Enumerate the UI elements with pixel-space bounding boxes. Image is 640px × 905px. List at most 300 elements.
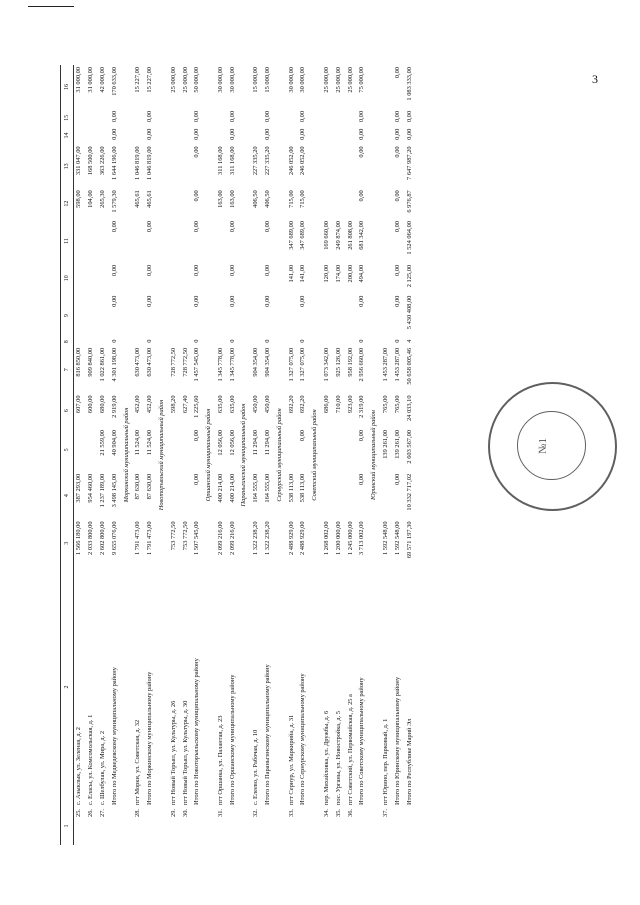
table-cell: 765,00 bbox=[382, 395, 390, 414]
table-cell: 25 000,00 bbox=[169, 67, 177, 93]
table-cell bbox=[97, 263, 109, 294]
table-cell: 0,00 bbox=[358, 430, 366, 442]
table-cell bbox=[168, 472, 180, 520]
table-cell: 31. bbox=[216, 809, 224, 817]
table-cell bbox=[345, 109, 357, 127]
table-cell bbox=[345, 294, 357, 338]
table-cell: 2 125,00 bbox=[405, 264, 413, 288]
table-cell: 2 488 929,00 bbox=[299, 521, 307, 555]
table-cell: 627,40 bbox=[181, 395, 189, 414]
column-header: 6 bbox=[61, 393, 74, 428]
table-cell: 50 658 005,46 bbox=[405, 347, 413, 385]
table-cell bbox=[168, 144, 180, 188]
table-cell: 0,00 bbox=[299, 295, 307, 307]
address-cell: пгт Юрино, пер. Парковый, д. 1 bbox=[382, 718, 390, 805]
table-row bbox=[251, 65, 263, 845]
table-row bbox=[73, 65, 85, 845]
table-cell bbox=[180, 338, 192, 346]
table-cell bbox=[345, 338, 357, 346]
table-cell: 904 354,00 bbox=[264, 347, 272, 377]
table-cell: 2 919,00 bbox=[110, 395, 118, 418]
table-cell: 0,00 bbox=[193, 190, 201, 202]
table-cell: 0,00 bbox=[228, 221, 236, 233]
table-cell bbox=[251, 263, 263, 294]
table-cell: 406,50 bbox=[252, 190, 260, 208]
table-cell bbox=[381, 127, 393, 145]
table-cell: 15 227,00 bbox=[134, 67, 142, 93]
table-cell: 15 227,00 bbox=[146, 67, 154, 93]
table-row bbox=[286, 65, 298, 845]
table-cell: 710,00 bbox=[334, 395, 342, 414]
table-cell bbox=[286, 294, 298, 338]
table-cell bbox=[345, 144, 357, 188]
table-cell: 598,20 bbox=[169, 395, 177, 414]
table-cell: 34. bbox=[323, 809, 331, 817]
table-cell: 0,00 bbox=[193, 128, 201, 140]
budget-table bbox=[60, 65, 416, 845]
table-cell: 1 083 333,00 bbox=[405, 67, 413, 101]
table-cell: 30 000,00 bbox=[216, 67, 224, 93]
address-cell: Итого по Новоторъяльскому муниципальному району bbox=[193, 658, 201, 805]
table-cell: 50 000,00 bbox=[193, 67, 201, 93]
table-cell bbox=[86, 263, 98, 294]
address-cell: Итого по Юринскому муниципальному району bbox=[393, 676, 401, 805]
table-cell: 141,00 bbox=[299, 264, 307, 283]
table-cell: 6 976,87 bbox=[405, 190, 413, 213]
table-cell bbox=[168, 263, 180, 294]
table-cell bbox=[180, 472, 192, 520]
table-cell: 21 559,00 bbox=[98, 430, 106, 456]
table-cell: 715,00 bbox=[287, 190, 295, 208]
table-cell bbox=[215, 263, 227, 294]
address-cell: с. Шелбулак, ул. Мира, д. 2 bbox=[98, 730, 106, 805]
table-cell: 30. bbox=[181, 809, 189, 817]
table-cell: 0 bbox=[146, 339, 154, 343]
table-cell: 15 000,00 bbox=[252, 67, 260, 93]
table-cell bbox=[180, 144, 192, 188]
table-cell bbox=[168, 294, 180, 338]
table-cell: 1 592 548,00 bbox=[382, 521, 390, 555]
table-cell bbox=[180, 188, 192, 219]
table-cell: 1 791 473,00 bbox=[134, 521, 142, 555]
table-cell: 163,00 bbox=[228, 190, 236, 208]
table-cell: 24 033,10 bbox=[405, 395, 413, 422]
table-cell bbox=[215, 219, 227, 263]
table-cell: 33. bbox=[287, 809, 295, 817]
table-cell: 28. bbox=[134, 809, 142, 817]
table-cell: 2 099 216,00 bbox=[228, 521, 236, 555]
table-cell: 630 473,00 bbox=[134, 347, 142, 377]
table-cell bbox=[133, 109, 145, 127]
table-cell: 1 022 861,00 bbox=[98, 347, 106, 382]
table-cell bbox=[97, 127, 109, 145]
table-cell bbox=[381, 188, 393, 219]
table-cell: 686,00 bbox=[323, 395, 331, 414]
address-cell: Итого по Республике Марий Эл bbox=[405, 718, 413, 805]
table-cell bbox=[345, 428, 357, 472]
table-cell: 25 000,00 bbox=[323, 67, 331, 93]
table-cell: 1 046 819,00 bbox=[146, 146, 154, 180]
table-cell bbox=[381, 263, 393, 294]
table-cell bbox=[333, 428, 345, 472]
table-cell: 11 294,00 bbox=[252, 430, 260, 456]
table-cell: 958 192,00 bbox=[346, 347, 354, 377]
district-section-row bbox=[274, 65, 286, 845]
table-cell: 904 354,00 bbox=[252, 347, 260, 377]
table-cell: 909 840,00 bbox=[87, 347, 95, 377]
table-cell: 1 592 548,00 bbox=[393, 521, 401, 555]
table-cell: 87 630,00 bbox=[146, 473, 154, 500]
table-row bbox=[381, 65, 393, 845]
table-cell bbox=[215, 127, 227, 145]
table-cell: 170 633,00 bbox=[110, 67, 118, 96]
table-cell: 0,00 bbox=[358, 110, 366, 123]
table-cell bbox=[97, 294, 109, 338]
table-cell: 331 047,00 bbox=[75, 146, 83, 176]
table-cell: 680,00 bbox=[98, 395, 106, 414]
table-cell: 1 507 545,00 bbox=[193, 521, 201, 555]
table-cell: 0 bbox=[110, 339, 118, 343]
address-cell: пгт Сернур, ул. Маркирийа, д. 31 bbox=[287, 714, 295, 805]
table-cell: 450,00 bbox=[252, 395, 260, 414]
table-cell bbox=[392, 807, 404, 845]
table-cell bbox=[168, 428, 180, 472]
address-cell: Итого по Сернурскому муниципальному району bbox=[299, 673, 307, 805]
table-cell: 0,00 bbox=[393, 146, 401, 158]
table-cell: 2 319,00 bbox=[358, 395, 366, 418]
table-cell: 3 498 145,00 bbox=[110, 473, 118, 508]
table-row bbox=[227, 65, 239, 845]
table-cell: 692,20 bbox=[299, 395, 307, 414]
table-cell: 0,00 bbox=[193, 295, 201, 307]
table-cell: 120,00 bbox=[323, 264, 331, 283]
table-cell: 681 342,00 bbox=[358, 221, 366, 250]
table-cell: 311 168,00 bbox=[216, 146, 224, 175]
table-cell: 816 850,00 bbox=[75, 347, 83, 377]
table-cell: 87 630,00 bbox=[134, 473, 142, 500]
table-cell bbox=[322, 294, 334, 338]
table-cell: 1 322 238,20 bbox=[252, 521, 260, 555]
table-cell bbox=[322, 428, 334, 472]
table-cell: 400 214,00 bbox=[216, 473, 224, 503]
table-cell: 0,00 bbox=[393, 264, 401, 277]
table-cell: 1 046 819,00 bbox=[134, 146, 142, 180]
table-cell bbox=[180, 428, 192, 472]
table-cell bbox=[145, 807, 157, 845]
column-header: 11 bbox=[61, 219, 74, 263]
table-cell: 465,61 bbox=[134, 190, 142, 208]
column-header: 4 bbox=[61, 472, 74, 520]
table-cell: 1 327 075,00 bbox=[299, 347, 307, 382]
address-cell: пер. Михайловка, ул. Дружбы, д. 6 bbox=[323, 710, 331, 805]
table-cell: 26. bbox=[87, 809, 95, 817]
address-cell: с. Еласы, ул. Комсомольская, д. 1 bbox=[87, 714, 95, 805]
district-section-row bbox=[204, 65, 216, 845]
table-cell: 11 294,00 bbox=[264, 430, 272, 456]
table-cell: 0,00 bbox=[110, 128, 118, 140]
table-cell bbox=[73, 338, 85, 346]
district-section-row bbox=[121, 65, 133, 845]
table-cell: 0,00 bbox=[228, 295, 236, 307]
table-cell bbox=[322, 338, 334, 346]
table-cell: 0,00 bbox=[110, 110, 118, 123]
table-cell bbox=[73, 294, 85, 338]
district-section-row bbox=[156, 65, 168, 845]
table-cell: 728 772,50 bbox=[169, 347, 177, 377]
table-cell: 600,00 bbox=[87, 395, 95, 414]
column-header: 16 bbox=[61, 65, 74, 109]
table-cell: 0,00 bbox=[228, 110, 236, 123]
table-cell bbox=[168, 338, 180, 346]
table-cell: 538 113,00 bbox=[299, 473, 307, 503]
table-cell bbox=[345, 188, 357, 219]
district-section-title: Советский муниципальный район bbox=[311, 409, 319, 501]
table-cell: 0,00 bbox=[193, 110, 201, 123]
address-cell: с. Елеево, ул. Рабочая, д. 10 bbox=[252, 729, 260, 805]
table-row bbox=[192, 65, 204, 845]
table-cell: 0,00 bbox=[264, 128, 272, 140]
table-cell bbox=[180, 109, 192, 127]
table-cell: 1 200 000,00 bbox=[334, 521, 342, 555]
table-cell: 1 225,60 bbox=[193, 395, 201, 418]
table-cell: 1 073 342,00 bbox=[323, 347, 331, 382]
table-cell: 27. bbox=[98, 809, 106, 817]
table-cell: 0,00 bbox=[358, 473, 366, 486]
table-cell bbox=[381, 294, 393, 338]
table-cell: 0,00 bbox=[264, 221, 272, 233]
table-cell: 1 345 778,00 bbox=[228, 347, 236, 382]
table-cell bbox=[73, 219, 85, 263]
address-cell: пос. Урганы, ул. Новостройка, д. 5 bbox=[334, 711, 342, 805]
table-cell: 0 bbox=[228, 339, 236, 343]
table-cell: 246 052,00 bbox=[287, 146, 295, 176]
table-cell bbox=[322, 472, 334, 520]
column-header: 10 bbox=[61, 263, 74, 294]
table-cell bbox=[133, 219, 145, 263]
table-cell: 2 488 929,00 bbox=[287, 521, 295, 555]
table-cell: 2 033 800,00 bbox=[87, 521, 95, 555]
table-cell: 0,00 bbox=[110, 264, 118, 277]
table-cell bbox=[333, 472, 345, 520]
table-cell: 692,20 bbox=[287, 395, 295, 414]
table-cell: 265,30 bbox=[98, 190, 106, 208]
table-row bbox=[97, 65, 109, 845]
table-cell: 0,00 bbox=[299, 110, 307, 123]
table-cell: 246 052,00 bbox=[299, 146, 307, 176]
table-cell bbox=[298, 807, 310, 845]
address-cell: пгт Новый Торъял, ул. Культуры, д. 26 bbox=[169, 700, 177, 805]
table-cell bbox=[381, 65, 393, 109]
column-header: 1 bbox=[61, 807, 74, 845]
table-cell bbox=[86, 294, 98, 338]
address-cell: с. Аэыклык, ул. Зеленая, д. 2 bbox=[75, 727, 83, 805]
table-cell: 607,00 bbox=[75, 395, 83, 414]
table-cell: 2 956 660,00 bbox=[358, 347, 366, 382]
table-cell bbox=[97, 338, 109, 346]
table-row bbox=[168, 65, 180, 845]
table-cell: 11 524,00 bbox=[134, 430, 142, 456]
table-row bbox=[404, 65, 416, 845]
table-cell: 40 904,00 bbox=[110, 430, 118, 456]
table-cell bbox=[333, 127, 345, 145]
table-cell: 164 555,00 bbox=[252, 473, 260, 503]
address-cell: Итого по Параньгинскому муниципальному району bbox=[264, 664, 272, 805]
table-cell bbox=[86, 127, 98, 145]
table-cell: 0,00 bbox=[146, 264, 154, 277]
address-cell: пгт Новый Торъял, ул. Культуры, д. 30 bbox=[181, 700, 189, 805]
column-header: 13 bbox=[61, 144, 74, 188]
table-cell: 0,00 bbox=[393, 67, 401, 79]
column-header: 9 bbox=[61, 294, 74, 338]
table-cell: 1 322 238,20 bbox=[264, 521, 272, 555]
table-cell: 0,00 bbox=[393, 190, 401, 202]
table-cell: 347 689,00 bbox=[287, 221, 295, 250]
table-body bbox=[61, 65, 416, 845]
table-cell: 923,00 bbox=[346, 395, 354, 414]
table-row bbox=[133, 65, 145, 845]
table-cell bbox=[345, 472, 357, 520]
table-cell bbox=[168, 219, 180, 263]
table-cell: 0,00 bbox=[358, 146, 366, 158]
table-cell: 174,00 bbox=[334, 264, 342, 283]
table-cell: 0,00 bbox=[146, 128, 154, 140]
table-cell bbox=[192, 807, 204, 845]
table-row bbox=[145, 65, 157, 845]
official-seal-stamp bbox=[488, 382, 617, 511]
table-cell: 0 bbox=[393, 339, 401, 343]
table-cell bbox=[97, 109, 109, 127]
table-cell: 0,00 bbox=[393, 295, 401, 307]
table-cell: 0,00 bbox=[146, 221, 154, 233]
table-row bbox=[392, 65, 404, 845]
table-cell bbox=[73, 263, 85, 294]
table-cell: 25 000,00 bbox=[334, 67, 342, 93]
district-section-title: Параньгинский муниципальный район bbox=[240, 403, 248, 507]
district-section-title: Сернурский муниципальный район bbox=[275, 408, 283, 502]
table-header-row bbox=[61, 65, 74, 845]
table-cell: 0,00 bbox=[393, 110, 401, 123]
table-cell: 400 214,00 bbox=[228, 473, 236, 503]
table-cell: 1 457 545,00 bbox=[193, 347, 201, 382]
table-cell: 465,61 bbox=[146, 190, 154, 208]
table-cell bbox=[322, 109, 334, 127]
table-cell bbox=[73, 428, 85, 472]
table-cell: 0,00 bbox=[358, 295, 366, 307]
address-cell: Итого по Моркинскому муниципальному району bbox=[146, 671, 154, 805]
table-cell: 164 555,00 bbox=[264, 473, 272, 503]
table-cell: 1 566 180,00 bbox=[75, 521, 83, 555]
table-cell bbox=[251, 127, 263, 145]
table-cell: 169 660,00 bbox=[323, 221, 331, 250]
table-row bbox=[333, 65, 345, 845]
table-cell bbox=[227, 807, 239, 845]
table-cell bbox=[345, 127, 357, 145]
table-cell bbox=[86, 338, 98, 346]
table-cell bbox=[180, 127, 192, 145]
table-cell: 29. bbox=[169, 809, 177, 817]
table-cell: 227 335,20 bbox=[264, 146, 272, 176]
table-cell: 31 000,00 bbox=[75, 67, 83, 93]
table-row bbox=[86, 65, 98, 845]
district-section-row bbox=[310, 65, 322, 845]
table-cell bbox=[215, 294, 227, 338]
table-cell: 2 099 216,00 bbox=[216, 521, 224, 555]
table-cell: 25 000,00 bbox=[346, 67, 354, 93]
table-cell: 30 000,00 bbox=[228, 67, 236, 93]
table-row bbox=[109, 65, 121, 845]
table-cell bbox=[333, 294, 345, 338]
table-cell: 538 113,00 bbox=[287, 473, 295, 503]
table-cell: 31 000,00 bbox=[87, 67, 95, 93]
table-cell: 0 bbox=[299, 339, 307, 343]
address-cell: пгт Советский, ул. Первомайская, д. 25 а bbox=[346, 694, 354, 805]
table-cell bbox=[381, 219, 393, 263]
table-row bbox=[357, 65, 369, 845]
table-cell: 1 453 287,00 bbox=[393, 347, 401, 382]
table-cell: 139 261,00 bbox=[382, 430, 390, 459]
table-cell: 765,00 bbox=[393, 395, 401, 414]
table-cell: 363 226,00 bbox=[98, 146, 106, 176]
column-header: 5 bbox=[61, 428, 74, 472]
table-cell: 25. bbox=[75, 809, 83, 817]
table-cell: 0,00 bbox=[193, 221, 201, 233]
table-cell bbox=[251, 338, 263, 346]
table-cell: 347 689,00 bbox=[299, 221, 307, 250]
table-cell: 753 772,50 bbox=[181, 521, 189, 551]
table-cell: 925 126,00 bbox=[334, 347, 342, 377]
table-cell: 1 268 002,00 bbox=[323, 521, 331, 555]
table-cell bbox=[404, 807, 416, 845]
district-section-title: Оршанский муниципальный район bbox=[205, 408, 213, 502]
table-cell: 0,00 bbox=[393, 473, 401, 486]
table-cell: 0,00 bbox=[405, 110, 413, 123]
table-cell bbox=[168, 127, 180, 145]
table-cell: 635,00 bbox=[216, 395, 224, 414]
table-cell bbox=[286, 109, 298, 127]
table-cell bbox=[215, 109, 227, 127]
table-cell: 452,00 bbox=[134, 395, 142, 414]
table-cell: 630 473,00 bbox=[146, 347, 154, 377]
table-cell: 0,00 bbox=[228, 128, 236, 140]
table-cell: 5 430 408,00 bbox=[405, 295, 413, 330]
district-section-title: Моркинский муниципальный район bbox=[122, 407, 130, 503]
table-cell: 25 000,00 bbox=[181, 67, 189, 93]
table-cell: 35. bbox=[334, 809, 342, 817]
table-cell bbox=[133, 338, 145, 346]
table-cell: 36. bbox=[346, 809, 354, 817]
table-cell: 452,00 bbox=[146, 395, 154, 414]
table-cell: 12 056,00 bbox=[228, 430, 236, 456]
table-cell: 635,00 bbox=[228, 395, 236, 414]
table-cell: 1 453 287,00 bbox=[382, 347, 390, 382]
district-section-row bbox=[239, 65, 251, 845]
table-cell: 0,00 bbox=[405, 128, 413, 140]
table-cell: 104,00 bbox=[87, 190, 95, 208]
table-cell: 387 293,00 bbox=[75, 473, 83, 503]
table-cell bbox=[180, 219, 192, 263]
table-cell bbox=[357, 807, 369, 845]
column-header: 8 bbox=[61, 338, 74, 346]
table-cell: 406,50 bbox=[264, 190, 272, 208]
table-cell bbox=[333, 188, 345, 219]
table-cell: 0,00 bbox=[264, 264, 272, 277]
column-header: 7 bbox=[61, 346, 74, 394]
table-cell bbox=[286, 127, 298, 145]
table-cell: 0,00 bbox=[146, 110, 154, 123]
table-cell: 1 524 064,00 bbox=[405, 221, 413, 255]
table-cell: 0 bbox=[264, 339, 272, 343]
address-cell: пгт Оршанка, ул. Палантая, д. 23 bbox=[216, 715, 224, 805]
